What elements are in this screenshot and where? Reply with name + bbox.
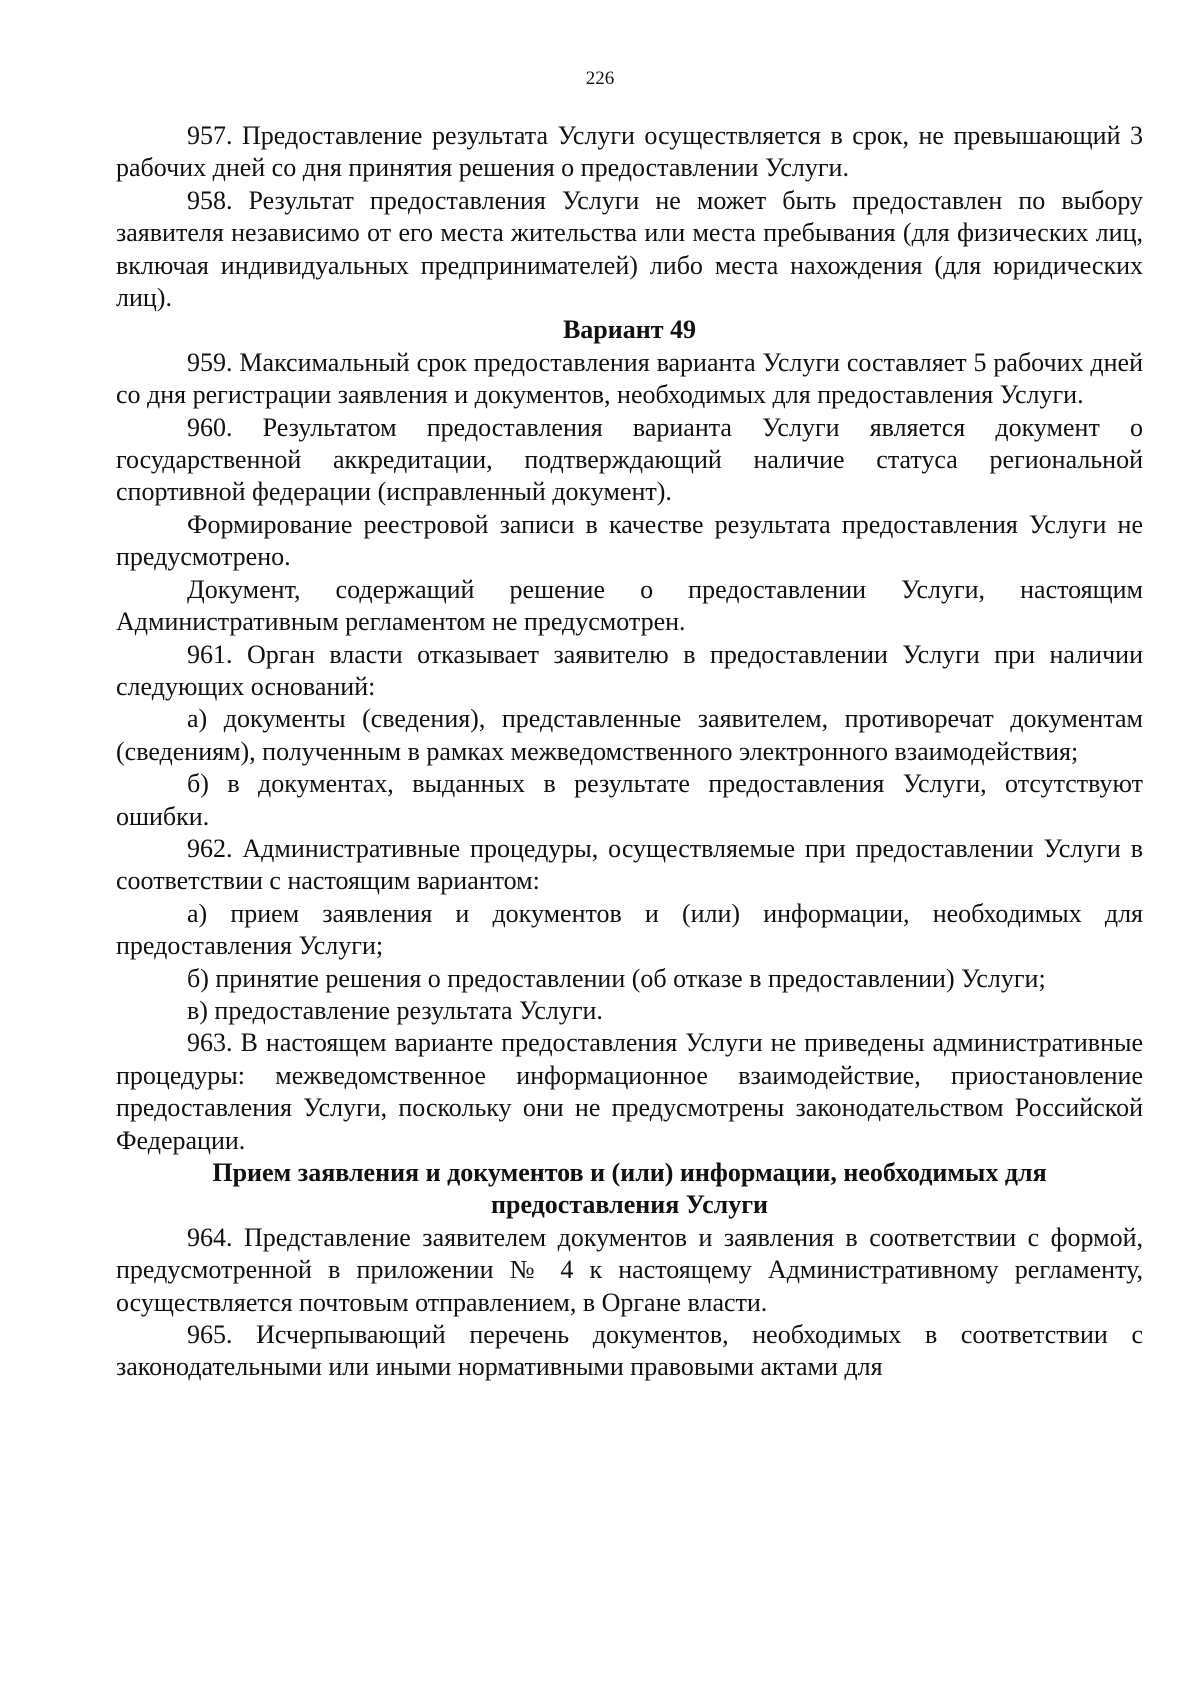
paragraph-962-c: в) предоставление результата Услуги. [187, 995, 603, 1025]
page-number: 226 [585, 68, 615, 89]
paragraph-962: 962. Административные процедуры, осуществляемые при предоставлении Услуги в соответствии с настоящим вариантом: [116, 833, 1143, 896]
paragraph-961-a: а) документы (сведения), представленные заявителем, противоречат документам (сведениям), полученным в рамках межведомственного электронного взаимодействия; [116, 704, 1143, 766]
paragraph-962-b: б) принятие решения о предоставлении (об отказе в предоставлении) Услуги; [187, 963, 1046, 993]
paragraph-registry-record: Формирование реестровой записи в качестве результата предоставления Услуги не предусмотрено. [116, 509, 1143, 572]
paragraph-decision-document: Документ, содержащий решение о предоставлении Услуги, настоящим Административным регламентом не предусмотрен. [116, 574, 1143, 637]
variant-heading: Вариант 49 [562, 315, 697, 345]
paragraph-959: 959. Максимальный срок предоставления варианта Услуги составляет 5 рабочих дней со дня регистрации заявления и документов, необходимых для предоставления Услуги. [116, 347, 1143, 410]
paragraph-960: 960. Результатом предоставления варианта Услуги является документ о государственной аккредитации, подтверждающий наличие статуса региональной спортивной федерации (исправленный документ). [116, 412, 1143, 507]
section-heading [116, 1157, 1143, 1222]
section-heading-line-1: Прием заявления и документов и (или) информации, необходимых для [212, 1158, 1047, 1187]
paragraph-958: 958. Результат предоставления Услуги не может быть предоставлен по выбору заявителя независимо от его места жительства или места пребывания (для физических лиц, включая индивидуальных предпринимателей) либо места нахождения (для юридических лиц). [116, 185, 1143, 313]
paragraph-961: 961. Орган власти отказывает заявителю в предоставлении Услуги при наличии следующих оснований: [116, 639, 1143, 701]
paragraph-963: 963. В настоящем варианте предоставления Услуги не приведены административные процедуры: межведомственное информационное взаимодействие, приостановление предоставления Услуги, поскольку они не предусмотрены законодательством Российской Федерации. [116, 1028, 1143, 1155]
paragraph-962-a: а) прием заявления и документов и (или) информации, необходимых для предоставления Услуги; [116, 898, 1143, 961]
paragraph-964: 964. Представление заявителем документов и заявления в соответствии с формой, предусмотренной в приложении № 4 к настоящему Административному регламенту, осуществляется почтовым отправлением, в Органе власти. [116, 1222, 1143, 1317]
section-heading-line-2: предоставления Услуги [491, 1190, 768, 1220]
paragraph-957: 957. Предоставление результата Услуги осуществляется в срок, не превышающий 3 рабочих дней со дня принятия решения о предоставлении Услуги. [116, 121, 1143, 183]
paragraph-965: 965. Исчерпывающий перечень документов, необходимых в соответствии с законодательными или иными нормативными правовыми актами для [116, 1320, 1143, 1382]
paragraph-961-b: б) в документах, выданных в результате предоставления Услуги, отсутствуют ошибки. [116, 769, 1143, 831]
page-content [116, 120, 1143, 1384]
